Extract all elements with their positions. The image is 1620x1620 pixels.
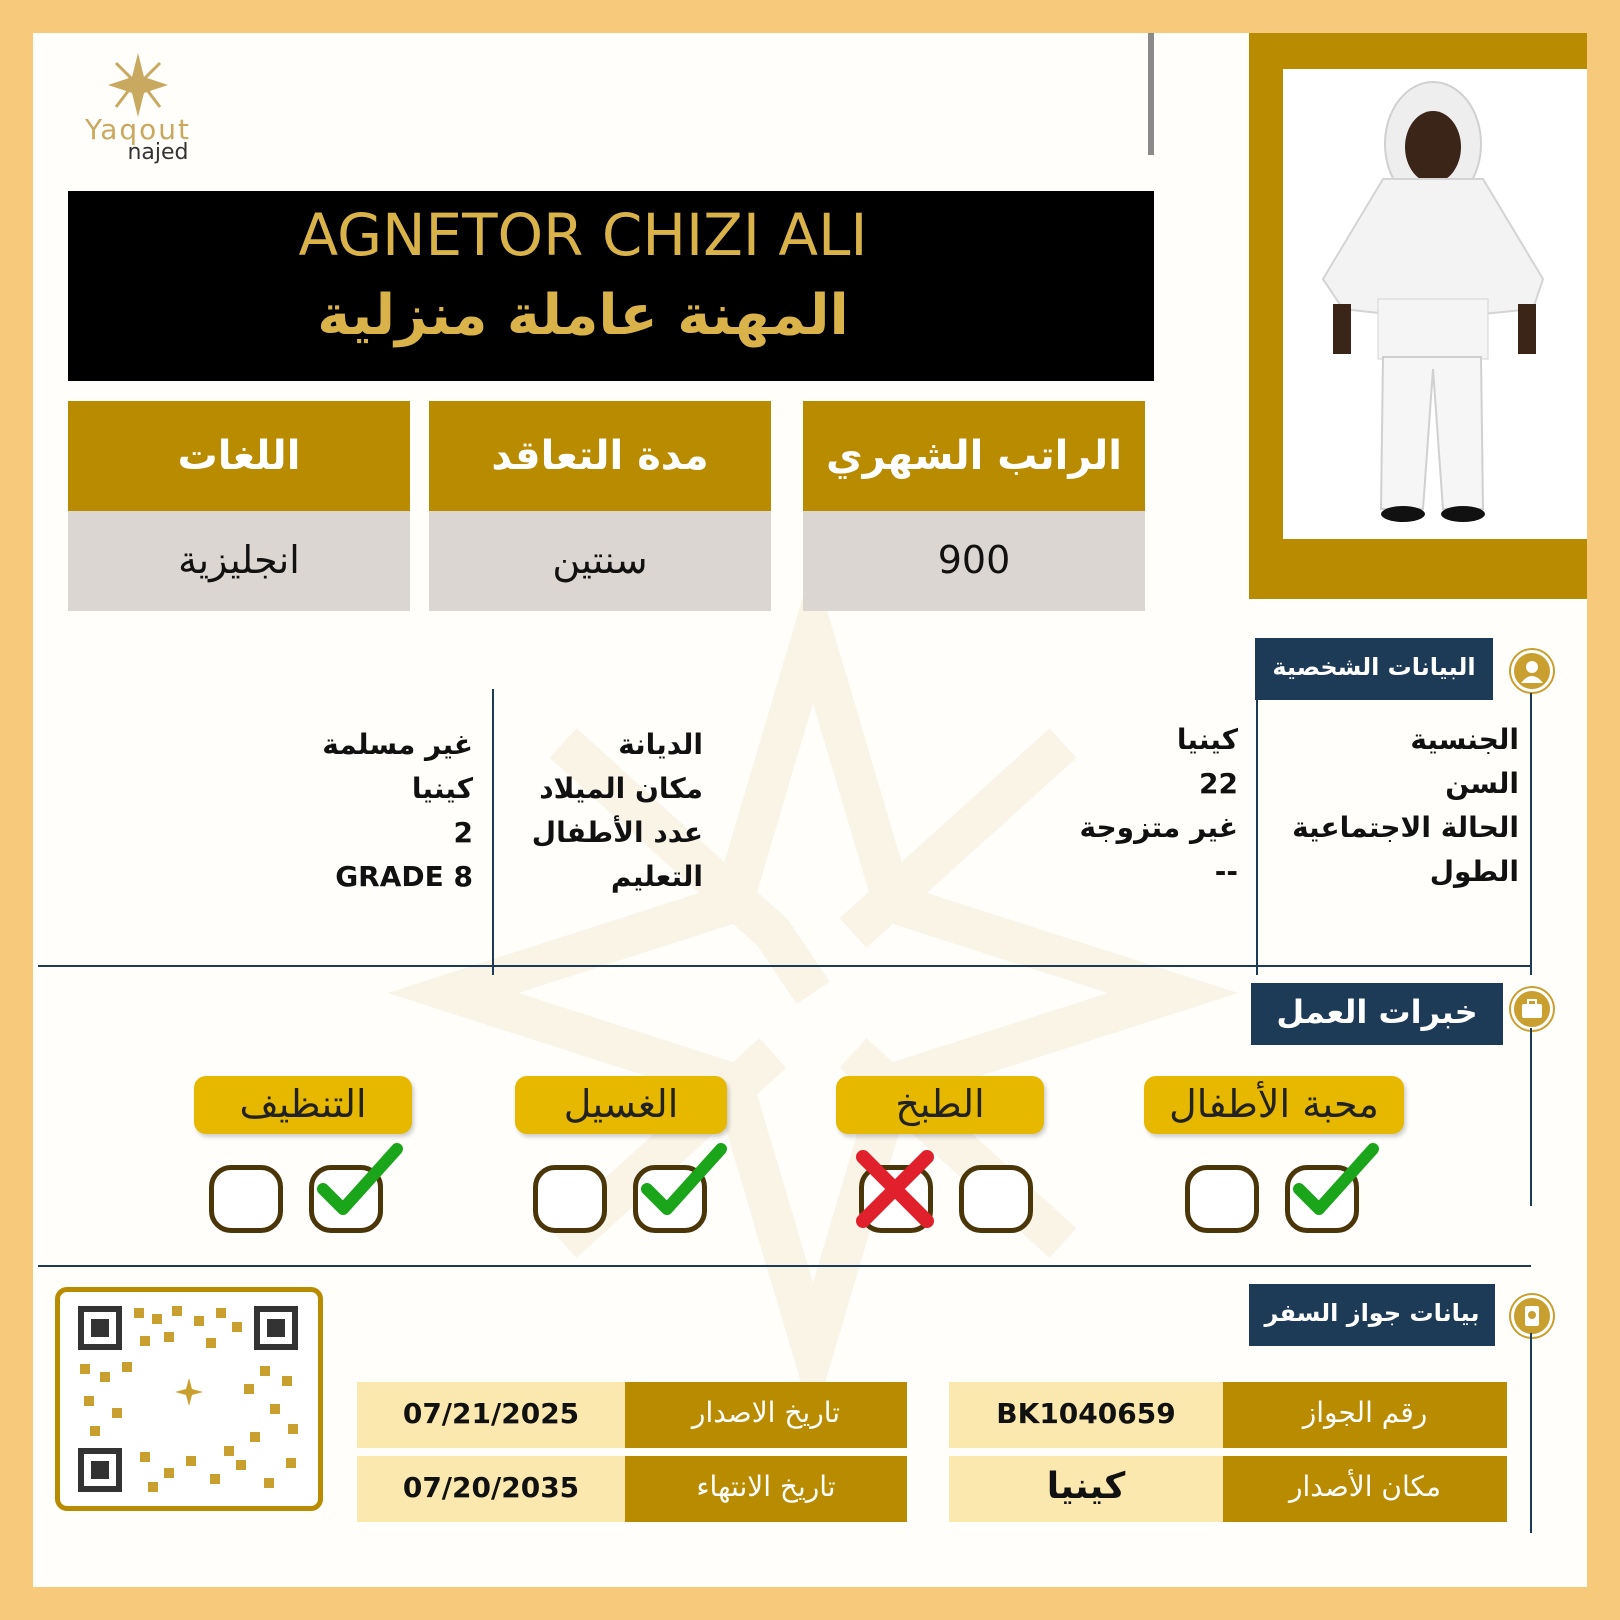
section-divider-2 (38, 1265, 1531, 1267)
value-religion: غير مسلمة (322, 728, 473, 761)
skill-cleaning: التنظيف (194, 1076, 412, 1134)
info-box-label: مدة التعاقد (429, 401, 771, 511)
skill-laundry: الغسيل (515, 1076, 727, 1134)
info-box-label: الراتب الشهري (803, 401, 1145, 511)
brand-name: Yaqout (84, 113, 192, 146)
personal-vline (1530, 693, 1532, 975)
label-age: السن (1445, 767, 1519, 800)
skill-laundry-no-box (533, 1165, 607, 1233)
brand-logo-text (63, 113, 213, 165)
skill-childcare: محبة الأطفال (1144, 1076, 1404, 1134)
passport-section-header: بيانات جواز السفر (1249, 1284, 1495, 1346)
info-box-value: 900 (803, 511, 1145, 611)
person-icon (1511, 650, 1553, 692)
info-box-salary (803, 401, 1145, 611)
cv-page (33, 33, 1587, 1587)
info-box-value: سنتين (429, 511, 771, 611)
passport-vline (1530, 1333, 1532, 1533)
passport-expiry-value: 07/20/2035 (357, 1456, 625, 1522)
personal-right-labels (1263, 718, 1519, 894)
name-banner (68, 191, 1154, 381)
info-box-value: انجليزية (68, 511, 410, 611)
label-marital: الحالة الاجتماعية (1292, 811, 1519, 844)
label-children: عدد الأطفال (531, 816, 703, 849)
cross-icon (853, 1149, 937, 1229)
passport-issue-label: تاريخ الاصدار (625, 1382, 907, 1448)
passport-issue-value: 07/21/2025 (357, 1382, 625, 1448)
passport-place-label: مكان الأصدار (1223, 1456, 1507, 1522)
info-box-languages (68, 401, 410, 611)
info-box-contract (429, 401, 771, 611)
info-box-label: اللغات (68, 401, 410, 511)
label-education: التعليم (610, 860, 703, 893)
experience-vline (1530, 1028, 1532, 1206)
worker-name: AGNETOR CHIZI ALI (298, 201, 868, 269)
skill-childcare-no-box (1185, 1165, 1259, 1233)
personal-right-values (1033, 718, 1238, 894)
label-nationality: الجنسية (1410, 723, 1519, 756)
personal-section-header: البيانات الشخصية (1255, 638, 1493, 700)
value-age: 22 (1199, 767, 1238, 800)
passport-expiry-label: تاريخ الانتهاء (625, 1456, 907, 1522)
section-divider-1 (38, 965, 1531, 967)
worker-figure-icon (1283, 69, 1587, 539)
worker-photo (1283, 69, 1587, 539)
qr-code (55, 1287, 323, 1511)
label-height: الطول (1429, 855, 1519, 888)
value-marital: غير متزوجة (1079, 811, 1238, 844)
passport-number-label: رقم الجواز (1223, 1382, 1507, 1448)
passport-place-value: كينيا (949, 1456, 1223, 1522)
personal-left-labels (503, 723, 703, 899)
check-icon (1291, 1141, 1381, 1221)
watermark-star-icon (263, 593, 1363, 1393)
top-divider (1148, 33, 1154, 155)
label-religion: الديانة (618, 728, 703, 761)
check-icon (315, 1141, 405, 1221)
brand-sub: najed (127, 140, 189, 165)
qr-code-icon (60, 1292, 318, 1506)
experience-section-header: خبرات العمل (1251, 983, 1503, 1045)
value-nationality: كينيا (1176, 723, 1238, 756)
skill-cleaning-no-box (209, 1165, 283, 1233)
skill-cooking-yes-box (959, 1165, 1033, 1233)
personal-left-values (283, 723, 473, 899)
label-birthplace: مكان الميلاد (539, 772, 703, 805)
value-children: 2 (453, 816, 473, 849)
skill-cooking: الطبخ (836, 1076, 1044, 1134)
personal-col-divider (1256, 700, 1258, 975)
briefcase-icon (1511, 988, 1553, 1030)
passport-icon (1511, 1295, 1553, 1337)
check-icon (639, 1141, 729, 1221)
value-birthplace: كينيا (411, 772, 473, 805)
value-education: GRADE 8 (335, 860, 473, 893)
passport-number-value: BK1040659 (949, 1382, 1223, 1448)
value-height: -- (1214, 855, 1238, 888)
worker-job: المهنة عاملة منزلية (317, 283, 849, 348)
personal-col-divider-left (492, 689, 494, 975)
